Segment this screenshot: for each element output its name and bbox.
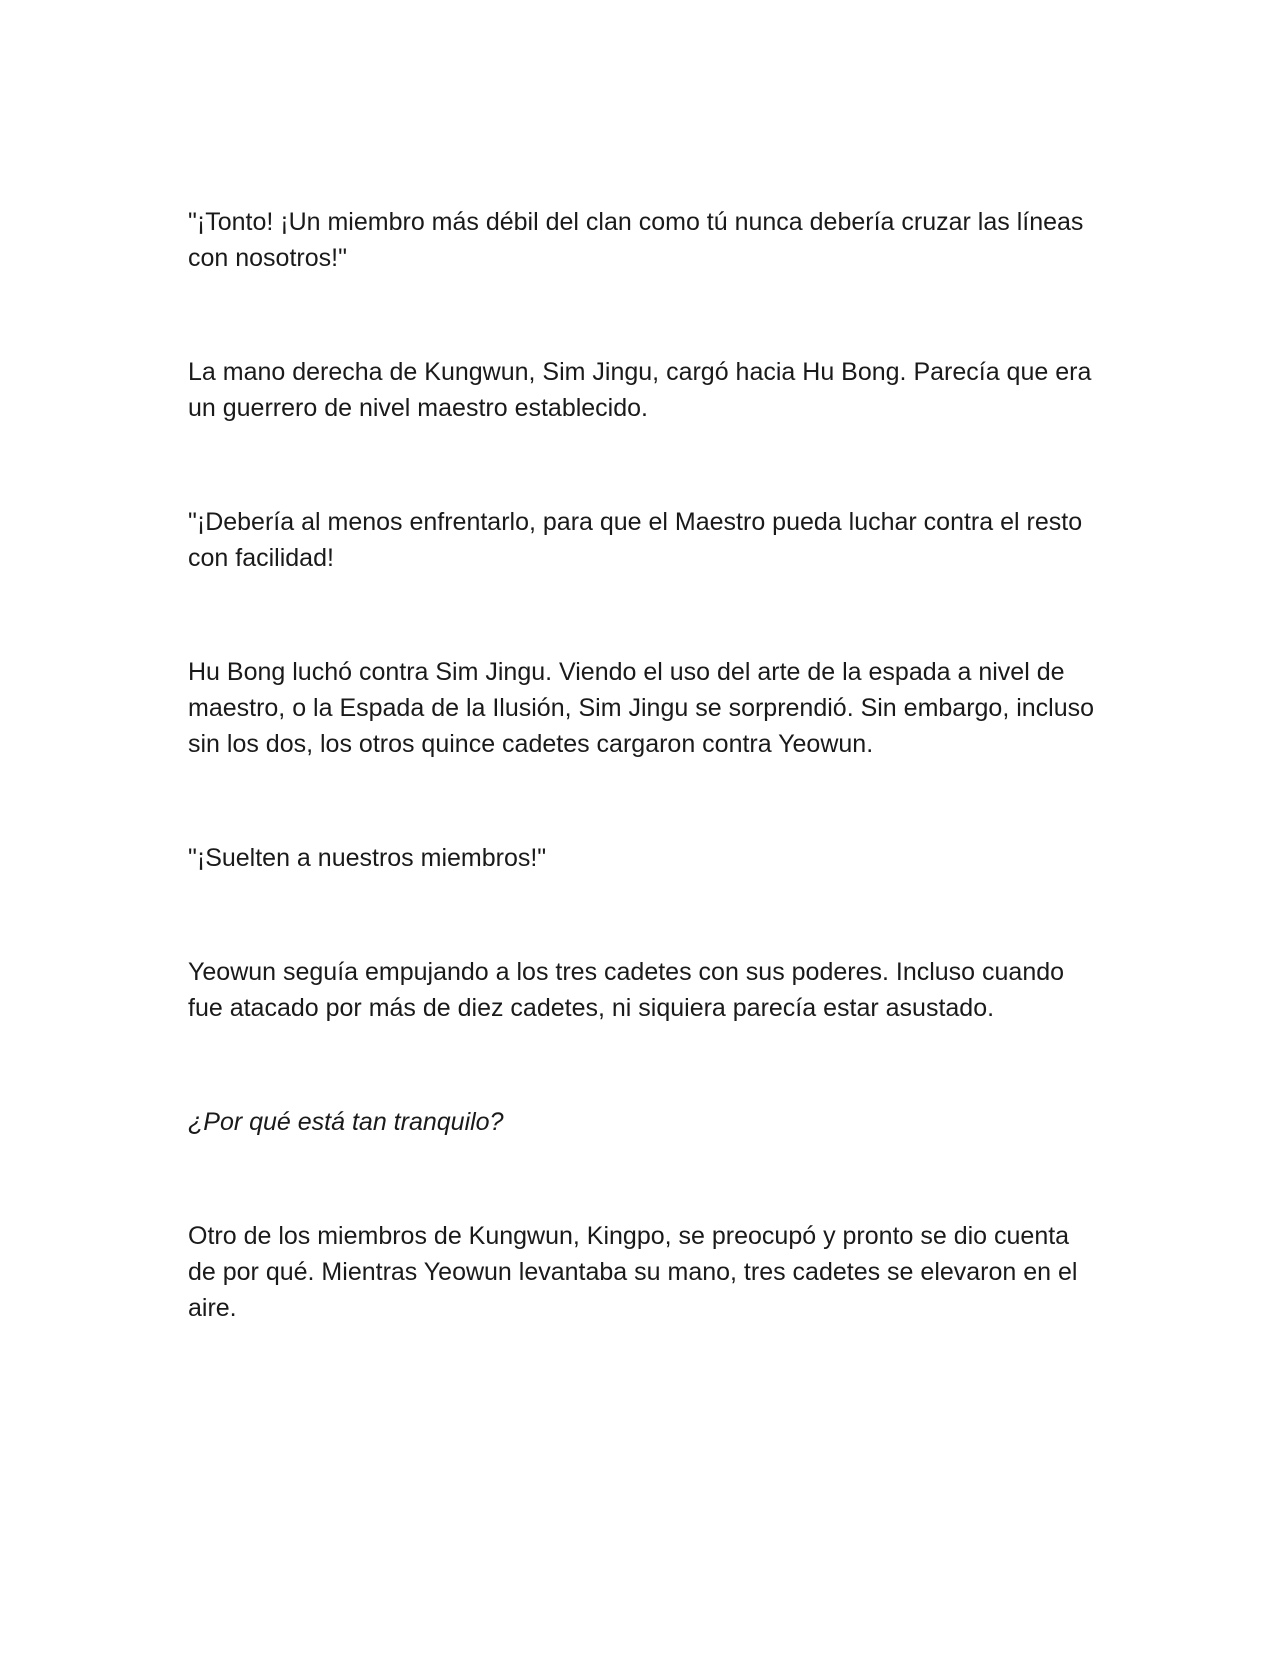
- paragraph-4: Hu Bong luchó contra Sim Jingu. Viendo el uso del arte de la espada a nivel de maestro, o la Espada de la Ilusión, Sim Jingu se sorprendió. Sin embargo, incluso sin los dos, los otros quince cadetes cargaron contra Yeowun.: [188, 658, 1095, 758]
- paragraph-8: Otro de los miembros de Kungwun, Kingpo, se preocupó y pronto se dio cuenta de por qué. Mientras Yeowun levantaba su mano, tres cadetes se elevaron en el aire.: [188, 1222, 1078, 1322]
- paragraph-6: Yeowun seguía empujando a los tres cadetes con sus poderes. Incluso cuando fue atacado por más de diez cadetes, ni siquiera parecía estar asustado.: [188, 958, 1065, 1022]
- paragraph-5: "¡Suelten a nuestros miembros!": [188, 844, 547, 872]
- paragraph-2: La mano derecha de Kungwun, Sim Jingu, cargó hacia Hu Bong. Parecía que era un guerrero de nivel maestro establecido.: [188, 358, 1092, 422]
- paragraph-3: "¡Debería al menos enfrentarlo, para que el Maestro pueda luchar contra el resto con facilidad!: [188, 508, 1083, 572]
- paragraph-1: "¡Tonto! ¡Un miembro más débil del clan como tú nunca debería cruzar las líneas con nosotros!": [188, 208, 1084, 272]
- paragraph-7-italic-thought: ¿Por qué está tan tranquilo?: [188, 1108, 504, 1136]
- document-body: [188, 204, 1098, 1404]
